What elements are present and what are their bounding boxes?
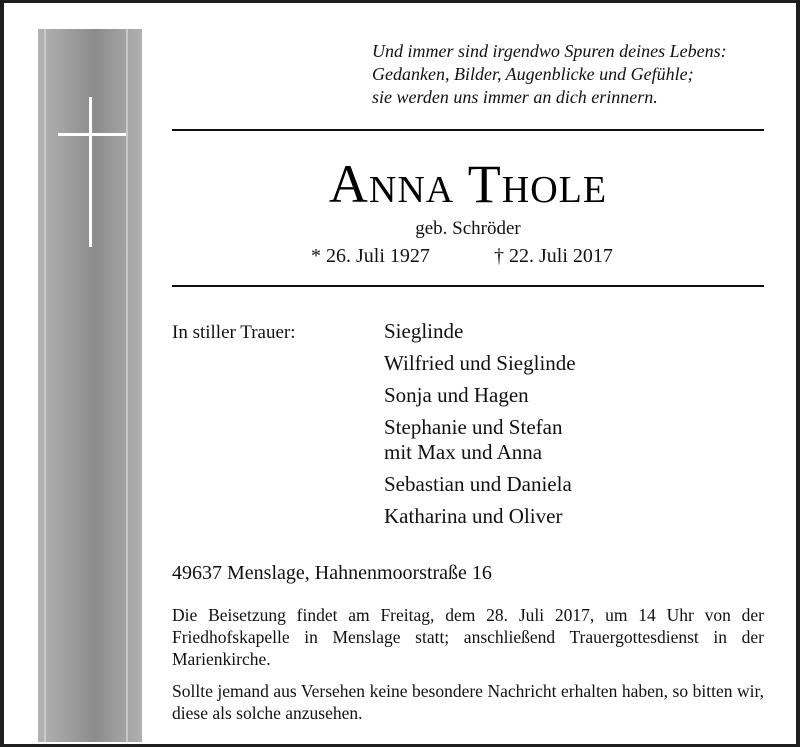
bottom-divider — [172, 285, 764, 287]
deceased-name: Anna Thole — [328, 154, 608, 214]
mourner-entry: Sebastian und Daniela — [384, 472, 572, 496]
mourners-list — [384, 319, 576, 536]
panel-stripe — [126, 29, 128, 742]
mourner-entry: Stephanie und Stefan mit Max und Anna — [384, 415, 563, 464]
panel-stripe — [44, 29, 46, 742]
mourner-entry: Wilfried und Sieglinde — [384, 351, 576, 375]
motto-line: Und immer sind irgendwo Spuren deines Lebens: — [372, 41, 727, 61]
motto — [372, 40, 792, 109]
born-name: geb. Schröder — [415, 218, 521, 239]
motto-line: Gedanken, Bilder, Augenblicke und Gefühle; — [372, 64, 694, 84]
funeral-info: Die Beisetzung findet am Freitag, dem 28. Juli 2017, um 14 Uhr von der Friedhofskapelle in Menslage statt; anschließend Trauergottesdienst in der Marienkirche. — [172, 605, 764, 669]
top-divider — [172, 129, 764, 131]
death-date: † 22. Juli 2017 — [494, 245, 613, 267]
cross-panel — [38, 29, 142, 742]
address: 49637 Menslage, Hahnenmoorstraße 16 — [172, 562, 492, 584]
mourning-label: In stiller Trauer: — [172, 322, 296, 343]
mourner-entry: Sonja und Hagen — [384, 383, 529, 407]
notice-info: Sollte jemand aus Versehen keine besondere Nachricht erhalten haben, so bitten wir, diese als solche anzusehen. — [172, 681, 764, 723]
motto-line: sie werden uns immer an dich erinnern. — [372, 87, 658, 107]
mourner-entry: Sieglinde — [384, 319, 464, 343]
birth-date: * 26. Juli 1927 — [311, 245, 430, 267]
mourner-entry: Katharina und Oliver — [384, 504, 563, 528]
